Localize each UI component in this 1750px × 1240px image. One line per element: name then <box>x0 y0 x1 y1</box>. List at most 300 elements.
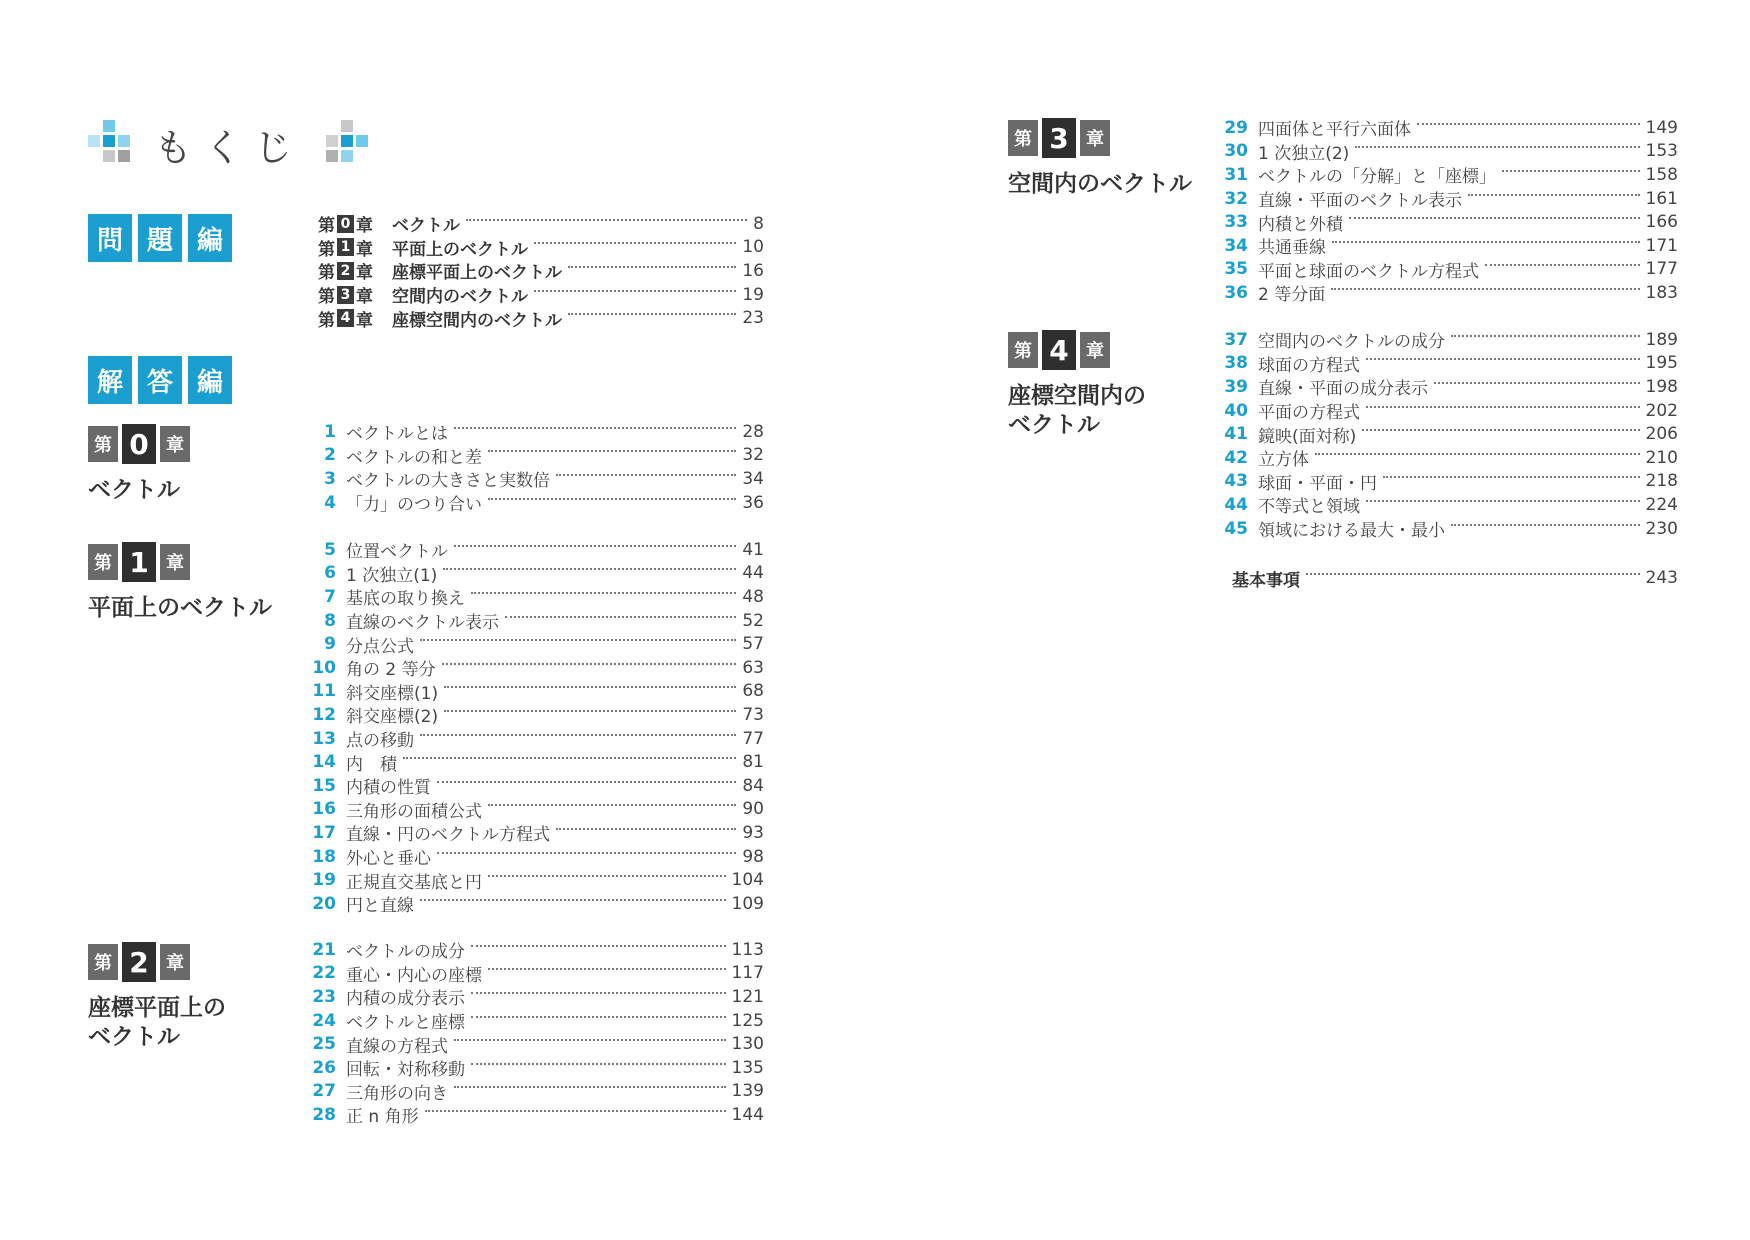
toc-row[interactable] <box>306 703 764 727</box>
toc-row[interactable] <box>306 938 764 962</box>
leader-dots <box>1485 264 1640 266</box>
item-title: 四面体と平行六面体 <box>1258 120 1411 141</box>
toc-row[interactable] <box>306 491 764 515</box>
leader-dots <box>471 945 726 947</box>
decorative-squares-icon <box>88 120 130 168</box>
item-page: 130 <box>731 1034 764 1055</box>
mondai-chapter-pre: 第 <box>318 216 335 237</box>
toc-row[interactable] <box>1218 470 1678 494</box>
item-page: 84 <box>742 775 764 796</box>
toc-row[interactable] <box>306 750 764 774</box>
toc-row[interactable] <box>306 798 764 822</box>
chapter-title-line: ベクトル <box>1008 412 1100 438</box>
leader-dots <box>454 545 736 547</box>
item-page: 109 <box>731 893 764 914</box>
mondai-chapter-pre: 第 <box>318 287 335 308</box>
item-number: 22 <box>312 963 336 984</box>
leader-dots <box>471 992 726 994</box>
toc-row[interactable] <box>1218 517 1678 541</box>
mondai-page: 16 <box>742 260 764 281</box>
item-page: 230 <box>1645 518 1678 539</box>
item-title: 位置ベクトル <box>346 542 448 563</box>
item-title: 回転・対称移動 <box>346 1060 465 1081</box>
page-title <box>88 114 368 174</box>
item-page: 177 <box>1645 259 1678 280</box>
leader-dots <box>1366 500 1640 502</box>
item-page: 41 <box>742 539 764 560</box>
item-number: 3 <box>324 468 336 489</box>
item-page: 121 <box>731 986 764 1007</box>
item-page: 81 <box>742 752 764 773</box>
item-title: 分点公式 <box>346 636 414 657</box>
chapter-badge <box>88 942 190 982</box>
toc-row[interactable] <box>306 1056 764 1080</box>
leader-dots <box>425 1110 726 1112</box>
item-page: 198 <box>1645 376 1678 397</box>
chapter-items <box>1218 116 1678 305</box>
toc-row[interactable] <box>306 1032 764 1056</box>
leader-dots <box>1349 217 1640 219</box>
chapter-badge <box>88 424 190 464</box>
mondai-title: 座標空間内のベクトル <box>392 310 562 331</box>
item-title: 直線・円のベクトル方程式 <box>346 825 550 846</box>
item-page: 117 <box>731 963 764 984</box>
mondai-title: 座標平面上のベクトル <box>392 263 562 284</box>
mondai-chapter-num: 4 <box>337 309 354 327</box>
mondai-chapter-post: 章 <box>356 216 373 237</box>
leader-dots <box>1451 524 1640 526</box>
mondai-chapter-pre: 第 <box>318 310 335 331</box>
toc-row[interactable] <box>1218 328 1678 352</box>
item-number: 34 <box>1224 235 1248 256</box>
toc-row[interactable] <box>306 585 764 609</box>
item-number: 25 <box>312 1034 336 1055</box>
leader-dots <box>556 828 736 830</box>
item-title: 斜交座標(2) <box>346 707 439 728</box>
item-number: 40 <box>1224 400 1248 421</box>
item-page: 68 <box>742 681 764 702</box>
chapter-badge-num: 4 <box>1042 330 1076 370</box>
item-page: 104 <box>731 870 764 891</box>
title-text: もくじ <box>154 125 305 170</box>
chapter-badge-num: 1 <box>122 542 156 582</box>
leader-dots <box>471 1016 726 1018</box>
toc-row[interactable] <box>306 774 764 798</box>
chapter-title <box>1008 170 1192 199</box>
toc-row[interactable] <box>1218 140 1678 164</box>
mondai-chapter-post: 章 <box>356 263 373 284</box>
toc-row[interactable] <box>306 1009 764 1033</box>
toc-row[interactable] <box>1218 116 1678 140</box>
toc-row[interactable] <box>306 985 764 1009</box>
item-number: 12 <box>312 704 336 725</box>
kaitou-label-char: 編 <box>188 356 232 404</box>
mondai-chapter-pre: 第 <box>318 239 335 260</box>
leader-dots <box>505 616 736 618</box>
item-page: 77 <box>742 728 764 749</box>
item-title: 外心と垂心 <box>346 849 431 870</box>
toc-row[interactable] <box>1218 234 1678 258</box>
leader-dots <box>444 710 736 712</box>
item-title: 正 n 角形 <box>346 1107 419 1128</box>
item-number: 15 <box>312 775 336 796</box>
item-title: ベクトルの大きさと実数倍 <box>346 471 550 492</box>
item-number: 24 <box>312 1010 336 1031</box>
mondai-chapter-post: 章 <box>356 310 373 331</box>
mondai-label <box>88 214 236 262</box>
item-page: 135 <box>731 1057 764 1078</box>
item-page: 113 <box>731 939 764 960</box>
item-page: 206 <box>1645 424 1678 445</box>
chapter-items <box>306 538 764 916</box>
item-title: 立方体 <box>1258 450 1309 471</box>
item-page: 57 <box>742 634 764 655</box>
item-page: 73 <box>742 704 764 725</box>
toc-row[interactable] <box>306 727 764 751</box>
item-title: 点の移動 <box>346 731 414 752</box>
item-title: ベクトルの成分 <box>346 942 465 963</box>
mondai-page: 23 <box>742 308 764 329</box>
chapter-badge-post: 章 <box>160 944 190 980</box>
toc-row[interactable] <box>1218 258 1678 282</box>
toc-row[interactable] <box>1218 422 1678 446</box>
mondai-row[interactable] <box>318 259 764 283</box>
item-number: 41 <box>1224 424 1248 445</box>
chapter-badge <box>88 542 190 582</box>
item-page: 52 <box>742 610 764 631</box>
leader-dots <box>471 592 736 594</box>
chapter-badge-pre: 第 <box>88 426 118 462</box>
item-title: 不等式と領域 <box>1258 497 1360 518</box>
chapter-badge <box>1008 118 1110 158</box>
item-number: 45 <box>1224 518 1248 539</box>
item-page: 195 <box>1645 353 1678 374</box>
item-title: 共通垂線 <box>1258 238 1326 259</box>
item-number: 42 <box>1224 447 1248 468</box>
chapter-title-line: 座標空間内の <box>1008 383 1146 409</box>
mondai-chapter <box>318 258 392 283</box>
chapter-title <box>88 594 272 623</box>
leader-dots <box>1315 453 1640 455</box>
toc-row[interactable] <box>306 821 764 845</box>
item-page: 161 <box>1645 188 1678 209</box>
kaitou-label <box>88 356 236 404</box>
item-number: 32 <box>1224 188 1248 209</box>
mondai-label-char: 問 <box>88 214 132 262</box>
item-title: 1 次独立(2) <box>1258 143 1350 164</box>
toc-row[interactable] <box>306 680 764 704</box>
mondai-chapter <box>318 235 392 260</box>
item-number: 5 <box>324 539 336 560</box>
item-page: 98 <box>742 846 764 867</box>
item-title: 基底の取り換え <box>346 589 465 610</box>
item-title: 空間内のベクトルの成分 <box>1258 332 1445 353</box>
item-title: 内積の成分表示 <box>346 989 465 1010</box>
leader-dots <box>1306 573 1640 575</box>
item-number: 44 <box>1224 494 1248 515</box>
item-number: 35 <box>1224 259 1248 280</box>
item-title: 2 等分面 <box>1258 285 1326 306</box>
item-title: 重心・内心の座標 <box>346 965 482 986</box>
chapter-badge-num: 2 <box>122 942 156 982</box>
chapter-badge-pre: 第 <box>88 544 118 580</box>
mondai-chapter-num: 0 <box>337 215 354 233</box>
item-number: 17 <box>312 822 336 843</box>
leader-dots <box>1468 194 1640 196</box>
item-page: 224 <box>1645 494 1678 515</box>
mondai-row[interactable] <box>318 306 764 330</box>
item-number: 19 <box>312 870 336 891</box>
item-number: 37 <box>1224 329 1248 350</box>
toc-row[interactable] <box>306 444 764 468</box>
item-number: 26 <box>312 1057 336 1078</box>
leader-dots <box>488 498 736 500</box>
item-number: 18 <box>312 846 336 867</box>
chapter-badge <box>1008 330 1110 370</box>
item-title: 角の 2 等分 <box>346 660 436 681</box>
mondai-page: 19 <box>742 284 764 305</box>
item-title: 内積と外積 <box>1258 214 1343 235</box>
item-number: 36 <box>1224 282 1248 303</box>
item-page: 32 <box>742 445 764 466</box>
item-number: 10 <box>312 657 336 678</box>
item-title: 正規直交基底と円 <box>346 872 482 893</box>
leader-dots <box>488 804 736 806</box>
leader-dots <box>444 686 736 688</box>
mondai-title: ベクトル <box>392 216 460 237</box>
toc-row[interactable] <box>306 420 764 444</box>
mondai-label-char: 題 <box>138 214 182 262</box>
chapter-items <box>1218 328 1678 540</box>
item-page: 202 <box>1645 400 1678 421</box>
item-title: 円と直線 <box>346 896 414 917</box>
mondai-chapter-num: 2 <box>337 262 354 280</box>
leader-dots <box>442 663 737 665</box>
item-page: 166 <box>1645 212 1678 233</box>
mondai-label-char: 編 <box>188 214 232 262</box>
item-number: 11 <box>312 681 336 702</box>
item-title: 三角形の面積公式 <box>346 801 482 822</box>
leader-dots <box>1383 476 1640 478</box>
item-title: 内 積 <box>346 754 397 775</box>
mondai-chapter-pre: 第 <box>318 263 335 284</box>
item-page: 153 <box>1645 141 1678 162</box>
leader-dots <box>454 1086 726 1088</box>
chapter-title-line: 座標平面上の <box>88 995 226 1021</box>
item-title: 1 次独立(1) <box>346 565 438 586</box>
leader-dots <box>437 781 736 783</box>
leader-dots <box>454 427 736 429</box>
toc-row[interactable] <box>306 1103 764 1127</box>
toc-row[interactable] <box>1218 352 1678 376</box>
kihon-row[interactable] <box>1232 566 1678 590</box>
item-number: 38 <box>1224 353 1248 374</box>
item-page: 125 <box>731 1010 764 1031</box>
item-page: 158 <box>1645 164 1678 185</box>
item-title: 直線・平面のベクトル表示 <box>1258 191 1462 212</box>
item-number: 28 <box>312 1104 336 1125</box>
leader-dots <box>1362 429 1639 431</box>
leader-dots <box>454 1039 726 1041</box>
toc-row[interactable] <box>306 562 764 586</box>
item-number: 1 <box>324 421 336 442</box>
leader-dots <box>403 757 736 759</box>
item-title: 内積の性質 <box>346 778 431 799</box>
mondai-title: 平面上のベクトル <box>392 239 528 260</box>
toc-row[interactable] <box>1218 187 1678 211</box>
item-page: 34 <box>742 468 764 489</box>
item-page: 28 <box>742 421 764 442</box>
toc-row[interactable] <box>306 467 764 491</box>
leader-dots <box>1417 123 1640 125</box>
item-number: 7 <box>324 586 336 607</box>
item-number: 23 <box>312 986 336 1007</box>
chapter-badge-post: 章 <box>160 544 190 580</box>
item-number: 33 <box>1224 212 1248 233</box>
leader-dots <box>420 639 736 641</box>
leader-dots <box>471 1063 726 1065</box>
mondai-contents <box>318 212 764 330</box>
item-number: 43 <box>1224 471 1248 492</box>
mondai-row[interactable] <box>318 283 764 307</box>
item-page: 48 <box>742 586 764 607</box>
item-page: 144 <box>731 1104 764 1125</box>
toc-row[interactable] <box>306 962 764 986</box>
item-title: 直線の方程式 <box>346 1036 448 1057</box>
item-number: 14 <box>312 752 336 773</box>
item-number: 31 <box>1224 164 1248 185</box>
item-title: 直線のベクトル表示 <box>346 613 499 634</box>
mondai-page: 10 <box>742 237 764 258</box>
item-title: 三角形の向き <box>346 1083 448 1104</box>
leader-dots <box>1451 335 1640 337</box>
leader-dots <box>568 313 736 315</box>
kaitou-label-char: 解 <box>88 356 132 404</box>
chapter-badge-post: 章 <box>160 426 190 462</box>
chapter-badge-post: 章 <box>1080 120 1110 156</box>
toc-row[interactable] <box>306 1080 764 1104</box>
leader-dots <box>420 899 726 901</box>
leader-dots <box>443 568 736 570</box>
leader-dots <box>534 242 736 244</box>
leader-dots <box>534 290 736 292</box>
leader-dots <box>1332 241 1640 243</box>
toc-row[interactable] <box>1218 163 1678 187</box>
item-title: 領域における最大・最小 <box>1258 521 1445 542</box>
chapter-title-line: 平面上のベクトル <box>88 595 272 621</box>
mondai-chapter-post: 章 <box>356 239 373 260</box>
item-page: 189 <box>1645 329 1678 350</box>
toc-row[interactable] <box>1218 375 1678 399</box>
item-page: 44 <box>742 563 764 584</box>
toc-row[interactable] <box>306 892 764 916</box>
kaitou-label-char: 答 <box>138 356 182 404</box>
item-page: 218 <box>1645 471 1678 492</box>
item-title: 球面・平面・円 <box>1258 473 1377 494</box>
item-title: 斜交座標(1) <box>346 683 439 704</box>
chapter-title-line: ベクトル <box>88 1024 180 1050</box>
mondai-chapter-post: 章 <box>356 287 373 308</box>
chapter-title-line: 空間内のベクトル <box>1008 171 1192 197</box>
mondai-chapter <box>318 211 392 236</box>
item-page: 171 <box>1645 235 1678 256</box>
mondai-row[interactable] <box>318 236 764 260</box>
toc-row[interactable] <box>306 656 764 680</box>
mondai-title: 空間内のベクトル <box>392 287 528 308</box>
item-page: 139 <box>731 1081 764 1102</box>
leader-dots <box>488 875 726 877</box>
item-title: 平面と球面のベクトル方程式 <box>1258 261 1479 282</box>
item-title: 直線・平面の成分表示 <box>1258 379 1428 400</box>
leader-dots <box>488 968 726 970</box>
chapter-title <box>88 476 180 505</box>
decorative-squares-icon <box>326 120 368 168</box>
leader-dots <box>420 734 736 736</box>
toc-row[interactable] <box>306 845 764 869</box>
toc-row[interactable] <box>306 632 764 656</box>
item-number: 13 <box>312 728 336 749</box>
leader-dots <box>568 266 736 268</box>
mondai-chapter <box>318 282 392 307</box>
mondai-chapter-num: 1 <box>337 238 354 256</box>
item-number: 9 <box>324 634 336 655</box>
mondai-page: 8 <box>753 213 764 234</box>
toc-row[interactable] <box>1218 210 1678 234</box>
item-page: 93 <box>742 822 764 843</box>
leader-dots <box>1434 382 1640 384</box>
toc-row[interactable] <box>1218 399 1678 423</box>
chapter-items <box>306 420 764 514</box>
leader-dots <box>437 852 736 854</box>
leader-dots <box>466 219 747 221</box>
item-title: 球面の方程式 <box>1258 355 1360 376</box>
leader-dots <box>1502 170 1640 172</box>
toc-row[interactable] <box>306 609 764 633</box>
chapter-badge-post: 章 <box>1080 332 1110 368</box>
item-number: 4 <box>324 492 336 513</box>
item-page: 63 <box>742 657 764 678</box>
item-number: 27 <box>312 1081 336 1102</box>
mondai-row[interactable] <box>318 212 764 236</box>
toc-row[interactable] <box>306 868 764 892</box>
toc-row[interactable] <box>1218 281 1678 305</box>
item-page: 183 <box>1645 282 1678 303</box>
toc-row[interactable] <box>1218 493 1678 517</box>
leader-dots <box>1366 358 1640 360</box>
item-number: 30 <box>1224 141 1248 162</box>
item-title: ベクトルの「分解」と「座標」 <box>1258 167 1496 188</box>
item-number: 6 <box>324 563 336 584</box>
chapter-title-line: ベクトル <box>88 477 180 503</box>
toc-row[interactable] <box>1218 446 1678 470</box>
item-number: 16 <box>312 799 336 820</box>
item-title: ベクトルの和と差 <box>346 447 482 468</box>
chapter-items <box>306 938 764 1127</box>
kihon-label: 基本事項 <box>1232 570 1300 591</box>
item-number: 29 <box>1224 117 1248 138</box>
leader-dots <box>488 450 736 452</box>
item-title: ベクトルと座標 <box>346 1013 465 1034</box>
chapter-badge-pre: 第 <box>88 944 118 980</box>
chapter-badge-pre: 第 <box>1008 120 1038 156</box>
item-page: 90 <box>742 799 764 820</box>
mondai-chapter-num: 3 <box>337 286 354 304</box>
toc-row[interactable] <box>306 538 764 562</box>
chapter-title <box>88 994 226 1052</box>
kihon-page: 243 <box>1645 568 1678 588</box>
item-title: 「力」のつり合い <box>346 495 482 516</box>
item-page: 149 <box>1645 117 1678 138</box>
